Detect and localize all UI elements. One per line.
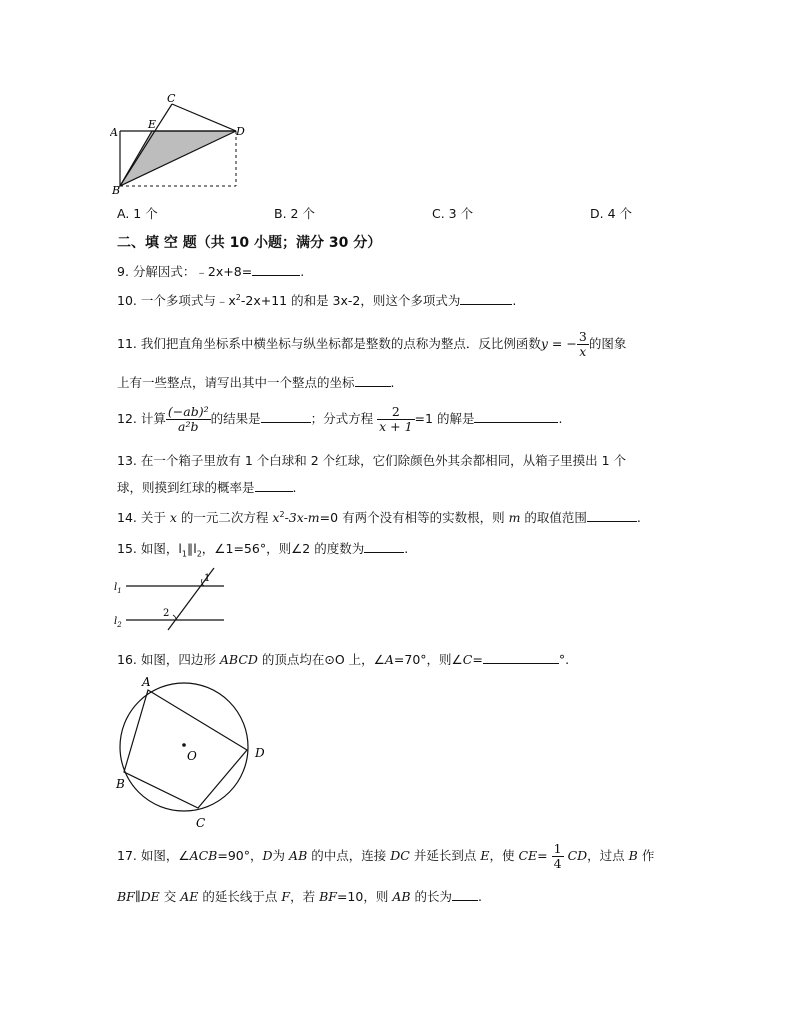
label-a: A bbox=[110, 126, 118, 139]
q17-l2c: AE bbox=[180, 889, 199, 904]
q11-fraction bbox=[577, 330, 589, 360]
q17-dc: DC bbox=[390, 848, 410, 863]
quadrilateral-abcd bbox=[124, 690, 247, 808]
q17-l2h: =10，则 bbox=[336, 889, 389, 904]
q13-line2: 球，则摸到红球的概率是 bbox=[117, 480, 255, 495]
q11-frac-num: 3 bbox=[578, 328, 587, 344]
q17-t9: 作 bbox=[641, 848, 655, 863]
q16-mid: 的顶点均在⊙O 上，∠ bbox=[261, 652, 385, 667]
q11-line1: 我们把直角坐标系中横坐标与纵坐标都是整数的点称为整点．反比例函数 bbox=[140, 336, 541, 351]
choice-a[interactable]: A. 1 个 bbox=[117, 206, 158, 221]
q15-sub1: 1 bbox=[181, 549, 187, 559]
q14-c: 的取值范围 bbox=[524, 510, 587, 525]
q12-fraction-1 bbox=[166, 405, 211, 435]
label-l1: $l_1$ bbox=[114, 582, 122, 595]
q9-number: 9. bbox=[117, 264, 129, 279]
q12-mid1: 的结果是 bbox=[210, 411, 261, 426]
side-cd bbox=[172, 104, 236, 131]
q17-ab: AB bbox=[289, 848, 308, 863]
figure-parallel-lines bbox=[112, 566, 232, 632]
q10-pre: 一个多项式与﹣x bbox=[140, 293, 236, 308]
question-15 bbox=[117, 539, 408, 557]
q14-answer-blank[interactable] bbox=[587, 509, 637, 522]
q17-e: E bbox=[480, 848, 490, 863]
question-17-line1 bbox=[117, 838, 654, 874]
angle-2-arc bbox=[173, 615, 176, 620]
q12-answer-blank-2[interactable] bbox=[474, 410, 558, 423]
q13-line1: 在一个箱子里放有 1 个白球和 2 个红球，它们除颜色外其余都相同，从箱子里摸出 1 个 bbox=[140, 453, 627, 468]
q17-t5: 并延长到点 bbox=[413, 848, 477, 863]
question-14 bbox=[117, 508, 641, 526]
q17-b: B bbox=[628, 848, 638, 863]
q12-number: 12. bbox=[117, 411, 137, 426]
q17-t4: 的中点，连接 bbox=[311, 848, 387, 863]
q16-end: °. bbox=[558, 652, 570, 667]
q17-t8: ，过点 bbox=[587, 848, 625, 863]
question-10 bbox=[117, 291, 516, 309]
q14-number: 14. bbox=[117, 510, 137, 525]
q11-line2: 上有一些整点，请写出其中一个整点的坐标 bbox=[117, 375, 355, 390]
q14-eq1: x bbox=[272, 510, 280, 525]
q17-frac-num: 1 bbox=[553, 840, 562, 856]
q14-m: m bbox=[508, 510, 521, 525]
q15-answer-blank[interactable] bbox=[364, 540, 404, 553]
q16-pre: 如图，四边形 bbox=[140, 652, 216, 667]
label-b: B bbox=[116, 777, 125, 791]
q12-answer-blank-1[interactable] bbox=[261, 410, 311, 423]
q11-answer-blank[interactable] bbox=[355, 374, 391, 387]
q17-cd: CD bbox=[567, 848, 588, 863]
label-c: C bbox=[196, 816, 206, 830]
angle-1-label: 1 bbox=[204, 573, 211, 584]
q13-end: . bbox=[292, 480, 297, 495]
q11-frac-den: x bbox=[579, 344, 587, 359]
q17-acb: ACB bbox=[189, 848, 218, 863]
q16-number: 16. bbox=[117, 652, 137, 667]
q17-fraction bbox=[552, 842, 564, 872]
q11-func: y = − bbox=[540, 336, 577, 351]
label-a: A bbox=[142, 675, 151, 689]
q13-answer-blank[interactable] bbox=[255, 479, 293, 492]
q15-sub2: 2 bbox=[196, 549, 202, 559]
label-b: B bbox=[112, 184, 121, 196]
q17-l2f: ，若 bbox=[290, 889, 316, 904]
choice-c[interactable]: C. 3 个 bbox=[432, 206, 474, 221]
q12-mid2: ；分式方程 bbox=[310, 411, 374, 426]
q17-number: 17. bbox=[117, 848, 137, 863]
q17-answer-blank[interactable] bbox=[452, 888, 478, 901]
q12-f2-den: x + 1 bbox=[379, 419, 413, 434]
q16-A: A bbox=[384, 652, 394, 667]
q16-mid2: =70°，则∠ bbox=[393, 652, 463, 667]
q9-answer-blank[interactable] bbox=[252, 263, 300, 276]
question-11-line2 bbox=[117, 373, 395, 391]
q10-mid: -2x+11 的和是 3x-2，则这个多项式为 bbox=[240, 293, 461, 308]
q17-d: D bbox=[262, 848, 273, 863]
label-d: D bbox=[255, 746, 265, 760]
q12-mid3: =1 的解是 bbox=[414, 411, 475, 426]
q14-eq2: -3x-m bbox=[284, 510, 320, 525]
q11-number: 11. bbox=[117, 336, 137, 351]
q14-a: 的一元二次方程 bbox=[180, 510, 269, 525]
q14-pre: 关于 bbox=[140, 510, 166, 525]
q11-end: . bbox=[390, 375, 395, 390]
q16-C: C bbox=[462, 652, 473, 667]
q17-l2i: AB bbox=[392, 889, 411, 904]
q9-end: . bbox=[300, 264, 305, 279]
q10-answer-blank[interactable] bbox=[460, 292, 512, 305]
q10-number: 10. bbox=[117, 293, 137, 308]
q17-frac-den: 4 bbox=[553, 856, 562, 871]
q12-f1-num: (−ab)² bbox=[167, 403, 209, 419]
label-e: E bbox=[148, 118, 157, 131]
q16-answer-blank[interactable] bbox=[483, 651, 559, 664]
q17-t2: =90°， bbox=[217, 848, 263, 863]
q15-end: . bbox=[404, 541, 409, 556]
q12-pre: 计算 bbox=[140, 411, 166, 426]
q15-pre: 如图，l bbox=[140, 541, 182, 556]
q17-ce: CE bbox=[518, 848, 538, 863]
q17-t6: ，使 bbox=[489, 848, 515, 863]
choice-b[interactable]: B. 2 个 bbox=[274, 206, 315, 221]
q12-end: . bbox=[558, 411, 563, 426]
question-13-line1 bbox=[117, 451, 626, 469]
section-heading: 二、填 空 题（共 10 小题；满分 30 分） bbox=[117, 235, 382, 251]
q17-l2e: F bbox=[281, 889, 291, 904]
q16-eq: = bbox=[472, 652, 483, 667]
choice-d[interactable]: D. 4 个 bbox=[590, 206, 632, 221]
q9-text: 分解因式：﹣2x+8= bbox=[132, 264, 253, 279]
q17-l2j: 的长为 bbox=[414, 889, 453, 904]
q15-par: ∥l bbox=[186, 541, 197, 556]
question-11-line1 bbox=[117, 326, 626, 362]
question-13-line2 bbox=[117, 478, 297, 496]
q14-sup: 2 bbox=[279, 509, 285, 519]
q12-f1-den: a²b bbox=[178, 419, 199, 434]
q17-t1: 如图，∠ bbox=[140, 848, 190, 863]
q11-line1-end: 的图象 bbox=[588, 336, 627, 351]
angle-2-label: 2 bbox=[163, 608, 170, 619]
circle-o bbox=[120, 683, 248, 811]
label-o: O bbox=[187, 749, 197, 763]
question-12 bbox=[117, 401, 562, 437]
question-16 bbox=[117, 650, 569, 668]
question-17-line2 bbox=[117, 887, 482, 905]
q14-end: . bbox=[636, 510, 641, 525]
q17-l2a: BF∥DE bbox=[117, 889, 160, 904]
q17-end: . bbox=[478, 889, 483, 904]
q14-b: =0 有两个没有相等的实数根，则 bbox=[319, 510, 505, 525]
q17-l2g: BF bbox=[319, 889, 337, 904]
figure-circle-quadrilateral bbox=[112, 670, 272, 832]
center-point bbox=[182, 743, 186, 747]
q17-t7: = bbox=[537, 848, 548, 863]
figure-triangle-rectangle bbox=[110, 88, 250, 196]
label-d: D bbox=[236, 125, 245, 138]
label-l2: $l_2$ bbox=[114, 616, 122, 629]
q17-l2d: 的延长线于点 bbox=[202, 889, 278, 904]
label-c: C bbox=[167, 92, 176, 105]
q15-mid: ，∠1=56°，则∠2 的度数为 bbox=[201, 541, 365, 556]
question-9 bbox=[117, 262, 304, 280]
q10-sup: 2 bbox=[235, 292, 241, 302]
q12-fraction-2 bbox=[377, 405, 414, 435]
q17-t3: 为 bbox=[272, 848, 286, 863]
q16-abcd: ABCD bbox=[219, 652, 258, 667]
q13-number: 13. bbox=[117, 453, 137, 468]
q12-f2-num: 2 bbox=[377, 405, 414, 420]
q17-l2b: 交 bbox=[163, 889, 177, 904]
q10-end: . bbox=[512, 293, 517, 308]
q15-number: 15. bbox=[117, 541, 137, 556]
q14-x: x bbox=[169, 510, 177, 525]
